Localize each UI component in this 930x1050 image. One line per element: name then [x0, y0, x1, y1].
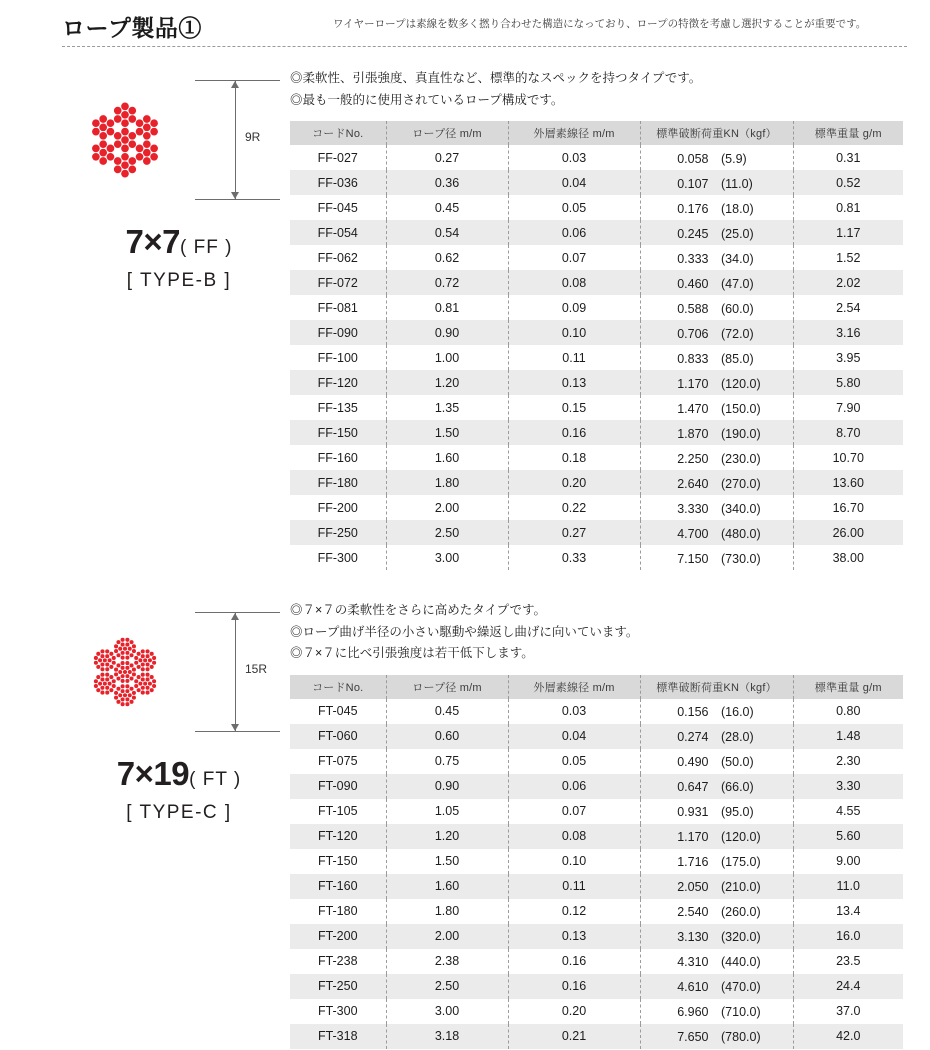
breaking-load-kn: 0.833 [677, 351, 709, 366]
table-row [290, 470, 903, 495]
table-cell: 2.00 [386, 924, 508, 949]
breaking-load-kgf: (60.0) [708, 301, 754, 316]
breaking-load-kn: 0.490 [677, 755, 709, 769]
breaking-load-kgf: (175.0) [708, 855, 761, 869]
table-cell: FT-150 [290, 849, 386, 874]
table-cell: 0.18 [508, 445, 640, 470]
spec-suffix-label: ( FF ) [180, 237, 233, 258]
table-header-row [290, 121, 903, 145]
table-cell: FT-318 [290, 1024, 386, 1049]
table-cell: 1.60 [386, 874, 508, 899]
column-header: ロープ径 m/m [386, 121, 508, 145]
breaking-load-kgf: (440.0) [708, 955, 761, 969]
breaking-load-kn: 0.588 [677, 301, 709, 316]
dimension-line-bottom [195, 199, 280, 200]
table-row [290, 799, 903, 824]
table-cell: 13.4 [793, 899, 903, 924]
table-cell: 0.11 [508, 874, 640, 899]
table-cell: FF-045 [290, 195, 386, 220]
table-cell-breaking-load [640, 245, 793, 270]
table-cell-breaking-load [640, 899, 793, 924]
breaking-load-kn: 1.170 [677, 830, 709, 844]
bullet-item: ◎柔軟性、引張強度、真直性など、標準的なスペックを持つタイプです。 [290, 71, 702, 85]
table-cell: FT-060 [290, 724, 386, 749]
breaking-load-kn: 1.716 [677, 855, 709, 869]
table-cell: 3.18 [386, 1024, 508, 1049]
breaking-load-kgf: (50.0) [708, 755, 754, 769]
table-cell: 0.27 [508, 520, 640, 545]
table-cell: 11.0 [793, 874, 903, 899]
table-cell: FF-150 [290, 420, 386, 445]
dimension-line-vertical [235, 612, 236, 732]
table-row [290, 974, 903, 999]
table-cell-breaking-load [640, 520, 793, 545]
table-cell: 38.00 [793, 545, 903, 570]
table-cell: 1.80 [386, 899, 508, 924]
table-cell: 1.20 [386, 370, 508, 395]
table-cell: 0.22 [508, 495, 640, 520]
table-row [290, 999, 903, 1024]
table-cell: 4.55 [793, 799, 903, 824]
bullet-item: ◎最も一般的に使用されているロープ構成です。 [290, 92, 564, 107]
table-cell: FF-250 [290, 520, 386, 545]
breaking-load-kgf: (190.0) [708, 426, 761, 441]
table-cell: FT-120 [290, 824, 386, 849]
table-cell: 1.00 [386, 345, 508, 370]
table-cell: FF-072 [290, 270, 386, 295]
breaking-load-kn: 0.058 [677, 151, 709, 166]
table-cell: FF-300 [290, 545, 386, 570]
breaking-load-kn: 4.700 [677, 526, 709, 541]
table-cell: 0.52 [793, 170, 903, 195]
table-cell: FT-238 [290, 949, 386, 974]
breaking-load-kn: 2.050 [677, 880, 709, 894]
table-cell: 0.16 [508, 420, 640, 445]
table-row [290, 874, 903, 899]
table-cell-breaking-load [640, 774, 793, 799]
table-cell: 0.54 [386, 220, 508, 245]
breaking-load-kn: 2.640 [677, 476, 709, 491]
table-cell: 1.50 [386, 420, 508, 445]
breaking-load-kgf: (18.0) [708, 201, 754, 216]
table-header-row [290, 675, 903, 699]
table-cell: 2.38 [386, 949, 508, 974]
table-cell: 0.13 [508, 924, 640, 949]
spec-suffix-label: ( FT ) [189, 769, 242, 790]
table-cell: 0.10 [508, 320, 640, 345]
table-cell: 0.07 [508, 799, 640, 824]
bullet-list-7x7 [290, 68, 910, 111]
table-row [290, 395, 903, 420]
table-cell: 0.31 [793, 145, 903, 170]
table-cell: 0.36 [386, 170, 508, 195]
breaking-load-kn: 2.250 [677, 451, 709, 466]
table-cell-breaking-load [640, 170, 793, 195]
table-cell: 0.75 [386, 749, 508, 774]
table-cell: FT-180 [290, 899, 386, 924]
table-cell: 0.05 [508, 195, 640, 220]
table-cell: 2.00 [386, 495, 508, 520]
breaking-load-kn: 1.870 [677, 426, 709, 441]
content-7x7 [290, 68, 910, 570]
table-cell: 13.60 [793, 470, 903, 495]
table-cell: FF-200 [290, 495, 386, 520]
table-cell-breaking-load [640, 874, 793, 899]
table-row [290, 520, 903, 545]
table-cell-breaking-load [640, 974, 793, 999]
breaking-load-kgf: (85.0) [708, 351, 754, 366]
table-cell-breaking-load [640, 849, 793, 874]
table-row [290, 824, 903, 849]
table-cell: 16.70 [793, 495, 903, 520]
dimension-line-vertical [235, 80, 236, 200]
table-row [290, 345, 903, 370]
table-row [290, 774, 903, 799]
table-cell: 0.33 [508, 545, 640, 570]
table-cell: FT-300 [290, 999, 386, 1024]
spec-main-label: 7×19 [116, 755, 190, 792]
table-cell-breaking-load [640, 270, 793, 295]
table-row [290, 724, 903, 749]
table-cell-breaking-load [640, 924, 793, 949]
table-cell-breaking-load [640, 345, 793, 370]
bullet-list-7x19 [290, 600, 910, 665]
column-header: 標準重量 g/m [793, 675, 903, 699]
dimension-annotation [195, 612, 285, 732]
table-row [290, 245, 903, 270]
table-cell: 2.30 [793, 749, 903, 774]
table-row [290, 1024, 903, 1049]
dimension-line-bottom [195, 731, 280, 732]
table-cell: 0.90 [386, 774, 508, 799]
content-7x19 [290, 600, 910, 1049]
table-cell: 0.90 [386, 320, 508, 345]
table-cell: FT-160 [290, 874, 386, 899]
table-cell: FF-120 [290, 370, 386, 395]
table-cell: 3.00 [386, 999, 508, 1024]
column-header: 標準破断荷重KN（kgf） [640, 675, 793, 699]
breaking-load-kgf: (480.0) [708, 526, 761, 541]
breaking-load-kn: 4.610 [677, 980, 709, 994]
breaking-load-kn: 0.176 [677, 201, 709, 216]
column-header: 外層素線径 m/m [508, 675, 640, 699]
table-cell: 1.17 [793, 220, 903, 245]
bullet-item: ◎７×７の柔軟性をさらに高めたタイプです。 [290, 603, 547, 617]
spec-table-7x7 [290, 121, 903, 570]
breaking-load-kgf: (95.0) [708, 805, 754, 819]
table-cell-breaking-load [640, 420, 793, 445]
table-cell: FT-075 [290, 749, 386, 774]
table-cell: 0.20 [508, 999, 640, 1024]
table-cell: 2.02 [793, 270, 903, 295]
header-note: ワイヤーロープは素線を数多く撚り合わせた構造になっており、ロープの特徴を考慮し選択することが重要です。 [333, 18, 867, 30]
table-cell: 0.81 [793, 195, 903, 220]
table-cell: 1.20 [386, 824, 508, 849]
table-cell: 0.45 [386, 699, 508, 724]
table-cell: 0.10 [508, 849, 640, 874]
table-cell: 1.05 [386, 799, 508, 824]
table-cell: FF-135 [290, 395, 386, 420]
table-cell: 0.07 [508, 245, 640, 270]
column-header: 外層素線径 m/m [508, 121, 640, 145]
breaking-load-kgf: (710.0) [708, 1005, 761, 1019]
dimension-label: 15R [245, 662, 268, 676]
breaking-load-kn: 3.130 [677, 930, 709, 944]
breaking-load-kn: 3.330 [677, 501, 709, 516]
breaking-load-kgf: (25.0) [708, 226, 754, 241]
table-row [290, 195, 903, 220]
table-cell: 0.04 [508, 724, 640, 749]
table-cell: 2.50 [386, 974, 508, 999]
table-cell: 0.05 [508, 749, 640, 774]
table-cell: 16.0 [793, 924, 903, 949]
table-row [290, 899, 903, 924]
column-header: ロープ径 m/m [386, 675, 508, 699]
table-cell-breaking-load [640, 145, 793, 170]
table-cell: FF-160 [290, 445, 386, 470]
table-row [290, 220, 903, 245]
table-row [290, 145, 903, 170]
table-cell: 0.09 [508, 295, 640, 320]
breaking-load-kgf: (66.0) [708, 780, 754, 794]
breaking-load-kn: 7.150 [677, 551, 709, 566]
table-cell: 10.70 [793, 445, 903, 470]
table-row [290, 295, 903, 320]
table-cell: 0.81 [386, 295, 508, 320]
table-cell: 7.90 [793, 395, 903, 420]
table-cell-breaking-load [640, 295, 793, 320]
breaking-load-kgf: (47.0) [708, 276, 754, 291]
dimension-annotation [195, 80, 285, 200]
table-cell: FF-180 [290, 470, 386, 495]
table-row [290, 924, 903, 949]
breaking-load-kgf: (470.0) [708, 980, 761, 994]
table-cell: 0.06 [508, 774, 640, 799]
column-header: コードNo. [290, 675, 386, 699]
table-row [290, 170, 903, 195]
table-cell: 3.95 [793, 345, 903, 370]
breaking-load-kgf: (780.0) [708, 1030, 761, 1044]
table-cell: 1.60 [386, 445, 508, 470]
table-cell-breaking-load [640, 470, 793, 495]
table-cell-breaking-load [640, 195, 793, 220]
table-row [290, 849, 903, 874]
breaking-load-kgf: (260.0) [708, 905, 761, 919]
bullet-item: ◎ロープ曲げ半径の小さい駆動や繰返し曲げに向いています。 [290, 624, 639, 639]
breaking-load-kn: 0.706 [677, 326, 709, 341]
table-cell: 1.48 [793, 724, 903, 749]
table-cell: 3.16 [793, 320, 903, 345]
table-cell: 0.08 [508, 824, 640, 849]
breaking-load-kgf: (210.0) [708, 880, 761, 894]
bullet-item: ◎７×７に比べ引張強度は若干低下します。 [290, 646, 534, 660]
table-cell-breaking-load [640, 395, 793, 420]
breaking-load-kn: 4.310 [677, 955, 709, 969]
table-cell: 0.62 [386, 245, 508, 270]
breaking-load-kgf: (120.0) [708, 376, 761, 391]
table-cell: 24.4 [793, 974, 903, 999]
table-cell: 0.03 [508, 145, 640, 170]
breaking-load-kgf: (34.0) [708, 251, 754, 266]
breaking-load-kn: 6.960 [677, 1005, 709, 1019]
table-cell: FT-090 [290, 774, 386, 799]
table-cell: FT-250 [290, 974, 386, 999]
table-cell: 5.80 [793, 370, 903, 395]
page-title: ロープ製品① [62, 15, 202, 41]
table-cell: FT-045 [290, 699, 386, 724]
table-cell: 0.16 [508, 949, 640, 974]
table-cell: 5.60 [793, 824, 903, 849]
table-cell-breaking-load [640, 699, 793, 724]
table-cell: 42.0 [793, 1024, 903, 1049]
table-cell: FT-105 [290, 799, 386, 824]
breaking-load-kgf: (11.0) [708, 176, 753, 191]
breaking-load-kgf: (5.9) [708, 151, 747, 166]
table-cell: 0.45 [386, 195, 508, 220]
table-row [290, 749, 903, 774]
table-cell: FF-081 [290, 295, 386, 320]
breaking-load-kgf: (230.0) [708, 451, 761, 466]
table-cell: 0.60 [386, 724, 508, 749]
breaking-load-kgf: (72.0) [708, 326, 754, 341]
table-cell: FF-090 [290, 320, 386, 345]
dimension-arrow-down-icon [231, 192, 239, 199]
header-divider [62, 46, 907, 47]
table-cell-breaking-load [640, 724, 793, 749]
spec-name [64, 223, 294, 261]
table-row [290, 699, 903, 724]
table-cell: 0.06 [508, 220, 640, 245]
table-cell-breaking-load [640, 320, 793, 345]
table-cell: FF-054 [290, 220, 386, 245]
table-cell: FF-036 [290, 170, 386, 195]
breaking-load-kn: 0.647 [677, 780, 709, 794]
table-cell: 0.04 [508, 170, 640, 195]
dimension-arrow-up-icon [231, 613, 239, 620]
table-cell: 0.08 [508, 270, 640, 295]
breaking-load-kn: 0.156 [677, 705, 709, 719]
breaking-load-kgf: (730.0) [708, 551, 761, 566]
column-header: コードNo. [290, 121, 386, 145]
table-cell: 1.50 [386, 849, 508, 874]
table-cell-breaking-load [640, 949, 793, 974]
table-cell: 0.80 [793, 699, 903, 724]
table-cell: 2.50 [386, 520, 508, 545]
breaking-load-kgf: (120.0) [708, 830, 761, 844]
table-cell: 0.20 [508, 470, 640, 495]
breaking-load-kn: 0.460 [677, 276, 709, 291]
breaking-load-kn: 0.245 [677, 226, 709, 241]
column-header: 標準破断荷重KN（kgf） [640, 121, 793, 145]
table-cell: FF-027 [290, 145, 386, 170]
table-cell: 23.5 [793, 949, 903, 974]
table-cell-breaking-load [640, 799, 793, 824]
table-cell: 9.00 [793, 849, 903, 874]
dimension-arrow-down-icon [231, 724, 239, 731]
table-cell: 0.03 [508, 699, 640, 724]
breaking-load-kgf: (150.0) [708, 401, 761, 416]
dimension-arrow-up-icon [231, 81, 239, 88]
table-cell: 1.52 [793, 245, 903, 270]
breaking-load-kn: 1.170 [677, 376, 709, 391]
breaking-load-kn: 0.107 [677, 176, 709, 191]
table-cell: 8.70 [793, 420, 903, 445]
table-cell-breaking-load [640, 749, 793, 774]
table-cell-breaking-load [640, 999, 793, 1024]
breaking-load-kn: 2.540 [677, 905, 709, 919]
breaking-load-kgf: (340.0) [708, 501, 761, 516]
table-cell: 0.13 [508, 370, 640, 395]
table-cell-breaking-load [640, 545, 793, 570]
table-cell: 26.00 [793, 520, 903, 545]
table-cell: 0.15 [508, 395, 640, 420]
table-cell: FT-200 [290, 924, 386, 949]
wire-rope-7x19-cross-section-icon [65, 612, 185, 732]
breaking-load-kgf: (320.0) [708, 930, 761, 944]
table-row [290, 320, 903, 345]
table-cell: 37.0 [793, 999, 903, 1024]
wire-rope-7x7-cross-section-icon [65, 80, 185, 200]
breaking-load-kn: 7.650 [677, 1030, 709, 1044]
table-cell: FF-100 [290, 345, 386, 370]
table-row [290, 949, 903, 974]
dimension-label: 9R [245, 130, 261, 144]
column-header: 標準重量 g/m [793, 121, 903, 145]
table-cell: 1.80 [386, 470, 508, 495]
table-cell: 3.30 [793, 774, 903, 799]
table-cell: 3.00 [386, 545, 508, 570]
breaking-load-kn: 0.931 [677, 805, 709, 819]
table-cell: 1.35 [386, 395, 508, 420]
breaking-load-kgf: (16.0) [708, 705, 754, 719]
table-cell: 0.72 [386, 270, 508, 295]
table-cell: 0.16 [508, 974, 640, 999]
table-cell: 0.27 [386, 145, 508, 170]
table-cell-breaking-load [640, 370, 793, 395]
table-cell-breaking-load [640, 1024, 793, 1049]
breaking-load-kgf: (28.0) [708, 730, 754, 744]
table-row [290, 545, 903, 570]
spec-table-7x19 [290, 675, 903, 1049]
table-cell: 0.12 [508, 899, 640, 924]
spec-type-label: [ TYPE-C ] [126, 802, 232, 823]
table-cell: 0.21 [508, 1024, 640, 1049]
table-cell-breaking-load [640, 445, 793, 470]
table-row [290, 495, 903, 520]
spec-type-label: [ TYPE-B ] [126, 270, 232, 291]
table-cell-breaking-load [640, 220, 793, 245]
breaking-load-kgf: (270.0) [708, 476, 761, 491]
breaking-load-kn: 0.274 [677, 730, 709, 744]
breaking-load-kn: 1.470 [677, 401, 709, 416]
table-row [290, 420, 903, 445]
table-cell-breaking-load [640, 824, 793, 849]
spec-main-label: 7×7 [125, 223, 181, 260]
table-cell: 0.11 [508, 345, 640, 370]
table-row [290, 370, 903, 395]
table-cell-breaking-load [640, 495, 793, 520]
table-cell: 2.54 [793, 295, 903, 320]
page-header [0, 0, 930, 58]
table-row [290, 445, 903, 470]
breaking-load-kn: 0.333 [677, 251, 709, 266]
table-cell: FF-062 [290, 245, 386, 270]
table-row [290, 270, 903, 295]
spec-name [64, 755, 294, 793]
